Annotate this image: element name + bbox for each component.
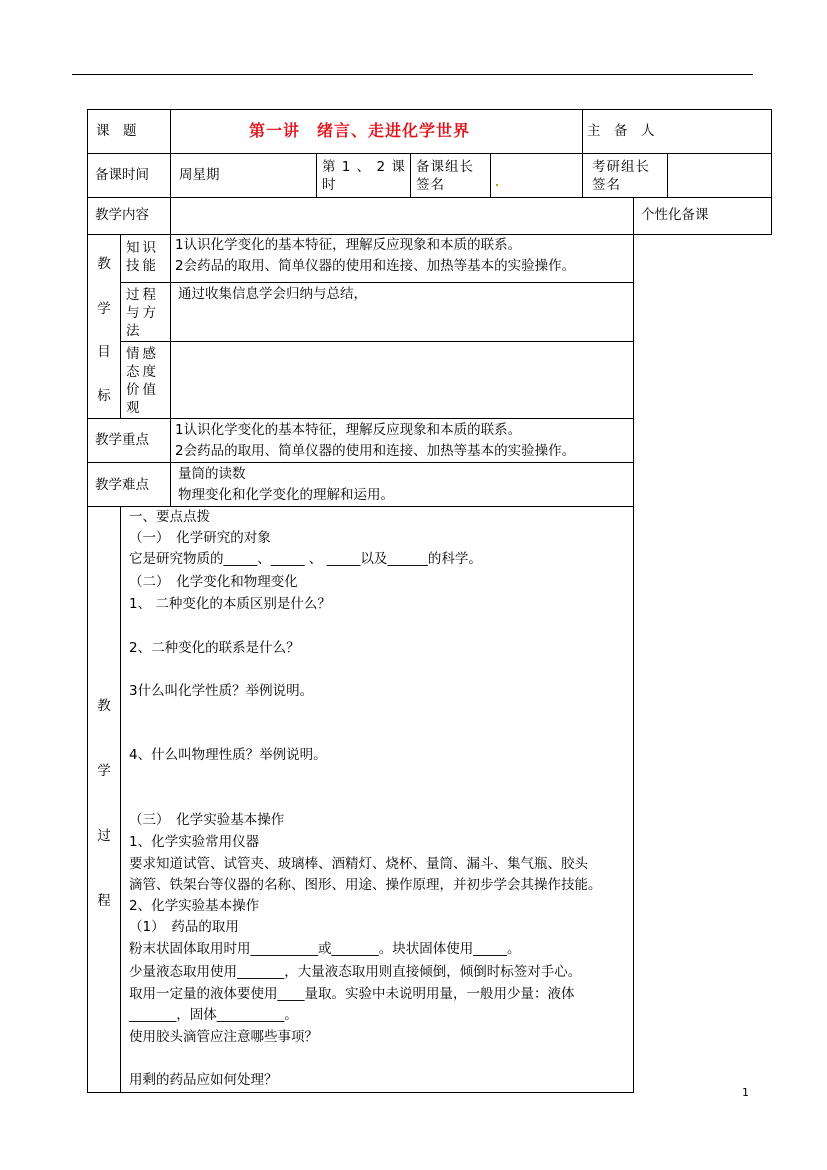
table-border <box>170 418 171 506</box>
table-border <box>490 153 491 197</box>
process-line: 3什么叫化学性质？举例说明。 <box>129 683 314 699</box>
process-line: 少量液态取用使用_______，大量液态取用则直接倾倒，倾倒时标签对手心。 <box>129 964 582 980</box>
process-line: 4、什么叫物理性质？举例说明。 <box>129 747 327 763</box>
topic-label: 课 题 <box>96 123 137 139</box>
table-border <box>87 1092 633 1093</box>
personal-prep-label: 个性化备课 <box>641 207 709 223</box>
process-line: （二） 化学变化和物理变化 <box>129 574 298 590</box>
goals-side-char: 标 <box>97 388 111 404</box>
goal-line: 通过收集信息学会归纳与总结， <box>178 286 367 302</box>
table-border <box>87 462 633 463</box>
goal-label-knowledge: 知识技能 <box>126 240 159 274</box>
process-line: 它是研究物质的_____、_____ 、 _____以及______的科学。 <box>129 551 482 567</box>
table-border <box>582 109 583 197</box>
period-label: 第 1 、 2 课时 <box>322 159 406 193</box>
research-leader-label: 考研组长签名 <box>592 159 650 193</box>
table-border <box>410 153 411 197</box>
table-border <box>87 234 771 235</box>
process-line: _______，固体__________。 <box>129 1007 298 1023</box>
group-leader-label: 备课组长签名 <box>416 159 474 193</box>
key-point-line: 1认识化学变化的基本特征，理解反应现象和本质的联系。 <box>175 422 522 438</box>
week-label: 周星期 <box>179 167 220 183</box>
process-line: 用剩的药品应如何处理？ <box>129 1072 278 1088</box>
goals-side-char: 目 <box>97 344 111 360</box>
goal-label-process: 过程与方法 <box>126 287 159 339</box>
table-border <box>667 153 668 197</box>
table-border <box>120 282 633 283</box>
process-line: 1、 二种变化的本质区别是什么？ <box>129 596 331 612</box>
table-border <box>316 153 317 197</box>
process-line: 一、要点点拨 <box>129 509 210 525</box>
difficulty-line: 物理变化和化学变化的理解和运用。 <box>178 487 394 503</box>
table-border <box>120 234 121 418</box>
stray-mark <box>496 184 498 186</box>
table-border <box>87 418 633 419</box>
process-side-char: 学 <box>97 763 111 779</box>
process-line: （1） 药品的取用 <box>129 919 239 935</box>
table-border <box>170 109 171 235</box>
process-line: （一） 化学研究的对象 <box>129 530 271 546</box>
process-side-char: 教 <box>97 698 111 714</box>
table-border <box>87 197 771 198</box>
process-line: 取用一定量的液体要使用____量取。实验中未说明用量，一般用少量：液体 <box>129 986 575 1002</box>
table-border <box>170 234 171 418</box>
process-line: 2、化学实验基本操作 <box>129 898 260 914</box>
goal-label-attitude: 情感态度价值观 <box>126 346 159 416</box>
goals-side-char: 教 <box>97 256 111 272</box>
process-line: 要求知道试管、试管夹、玻璃棒、酒精灯、烧杯、量筒、漏斗、集气瓶、胶头 <box>129 856 588 872</box>
process-line: 2、二种变化的联系是什么？ <box>129 640 300 656</box>
table-border <box>87 109 88 1093</box>
table-border <box>87 506 633 507</box>
time-label: 备课时间 <box>95 167 149 183</box>
lesson-title: 第一讲 绪言、走进化学世界 <box>249 121 471 140</box>
process-line: 1、化学实验常用仪器 <box>129 834 260 850</box>
table-border <box>120 506 121 1093</box>
content-label: 教学内容 <box>95 207 149 223</box>
goals-side-char: 学 <box>97 301 111 317</box>
difficulties-label: 教学难点 <box>95 477 149 493</box>
process-line: （三） 化学实验基本操作 <box>129 812 285 828</box>
goal-line: 1认识化学变化的基本特征，理解反应现象和本质的联系。 <box>175 237 522 253</box>
process-side-char: 程 <box>97 893 111 909</box>
process-line: 粉末状固体取用时用__________或_______。块状固体使用_____。 <box>129 941 521 957</box>
process-line: 滴管、铁架台等仪器的名称、图形、用途、操作原理，并初步学会其操作技能。 <box>129 877 602 893</box>
key-point-line: 2会药品的取用、简单仪器的使用和连接、加热等基本的实验操作。 <box>175 443 576 459</box>
table-border <box>771 109 772 235</box>
preparer-label: 主 备 人 <box>587 123 655 139</box>
page-number: 1 <box>742 1086 749 1099</box>
table-border <box>633 197 634 1093</box>
process-side-char: 过 <box>97 828 111 844</box>
table-border <box>120 341 633 342</box>
table-border <box>87 109 771 110</box>
goal-line: 2会药品的取用、简单仪器的使用和连接、加热等基本的实验操作。 <box>175 258 576 274</box>
key-points-label: 教学重点 <box>95 432 149 448</box>
difficulty-line: 量筒的读数 <box>178 466 246 482</box>
table-border <box>87 153 771 154</box>
process-line: 使用胶头滴管应注意哪些事项？ <box>129 1029 318 1045</box>
